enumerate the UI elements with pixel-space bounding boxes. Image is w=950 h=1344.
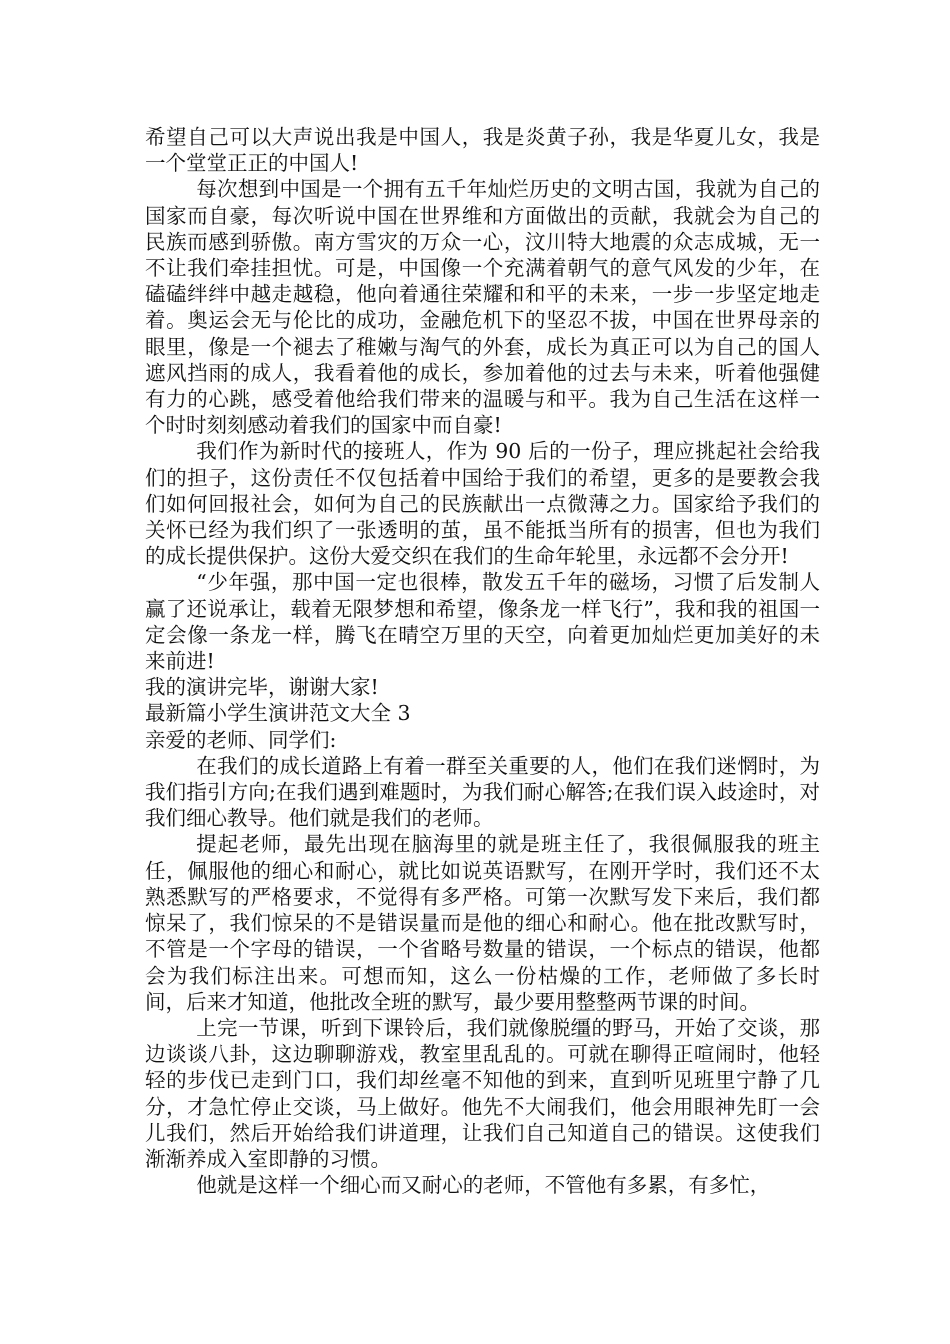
speech-closing: 我的演讲完毕，谢谢大家!	[145, 675, 379, 700]
document-body	[145, 124, 820, 1198]
paragraph-teachers-intro: 在我们的成长道路上有着一群至关重要的人，他们在我们迷惘时，为我们指引方向;在我们遇到难题时，为我们耐心解答;在我们误入歧途时，对我们细心教导。他们就是我们的老师。	[145, 753, 820, 831]
paragraph-classroom: 上完一节课，听到下课铃后，我们就像脱缰的野马，开始了交谈，那边谈谈八卦，这边聊聊游戏，教室里乱乱的。可就在聊得正喧闹时，他轻轻的步伐已走到门口，我们却丝毫不知他的到来，直到听见班里宁静了几分，才急忙停止交谈，马上做好。他先不大闹我们，他会用眼神先盯一会儿我们，然后开始给我们讲道理，让我们自己知道自己的错误。这使我们渐渐养成入室即静的习惯。	[145, 1015, 820, 1171]
paragraph-conclusion-partial: 他就是这样一个细心而又耐心的老师，不管他有多累，有多忙，	[196, 1173, 771, 1198]
paragraph-head-teacher: 提起老师，最先出现在脑海里的就是班主任了，我很佩服我的班主任，佩服他的细心和耐心，就比如说英语默写，在刚开学时，我们还不太熟悉默写的严格要求，不觉得有多严格。可第一次默写发下来后，我们都惊呆了，我们惊呆的不是错误量而是他的细心和耐心。他在批改默写时，不管是一个字母的错误，一个省略号数量的错误，一个标点的错误，他都会为我们标注出来。可想而知，这么一份枯燥的工作，老师做了多长时间，后来才知道，他批改全班的默写，最少要用整整两节课的时间。	[145, 832, 820, 1014]
paragraph-china-pride: 每次想到中国是一个拥有五千年灿烂历史的文明古国，我就为自己的国家而自豪，每次听说中国在世界维和方面做出的贡献，我就会为自己的民族而感到骄傲。南方雪灾的万众一心，汶川特大地震的众志成城，无一不让我们牵挂担忧。可是，中国像一个充满着朝气的意气风发的少年，在磕磕绊绊中越走越稳，他向着通往荣耀和和平的未来，一步一步坚定地走着。奥运会无与伦比的成功，金融危机下的坚忍不拔，中国在世界母亲的眼里，像是一个褪去了稚嫩与淘气的外套，成长为真正可以为自己的国人遮风挡雨的成人，我看着他的成长，参加着他的过去与未来，听着他强健有力的心跳，感受着他给我们带来的温暖与和平。我为自己生活在这样一个时时刻刻感动着我们的国家中而自豪!	[145, 177, 820, 438]
paragraph-responsibility: 我们作为新时代的接班人，作为 90 后的一份子，理应挑起社会给我们的担子，这份责任不仅包括着中国给于我们的希望，更多的是要教会我们如何回报社会，如何为自己的民族献出一点微薄之力。国家给予我们的关怀已经为我们织了一张透明的茧，虽不能抵当所有的损害，但也为我们的成长提供保护。这份大爱交织在我们的生命年轮里，永远都不会分开!	[145, 439, 820, 569]
section-title: 最新篇小学生演讲范文大全 3	[145, 701, 411, 726]
salutation: 亲爱的老师、同学们:	[145, 727, 337, 752]
paragraph-continuation: 希望自己可以大声说出我是中国人，我是炎黄子孙，我是华夏儿女，我是一个堂堂正正的中国人!	[145, 125, 820, 176]
paragraph-song-quote: “少年强，那中国一定也很棒，散发五千年的磁场，习惯了后发制人赢了还说承让，载着无限梦想和希望，像条龙一样飞行”，我和我的祖国一定会像一条龙一样，腾飞在晴空万里的天空，向着更加灿烂更加美好的未来前进!	[145, 570, 820, 674]
